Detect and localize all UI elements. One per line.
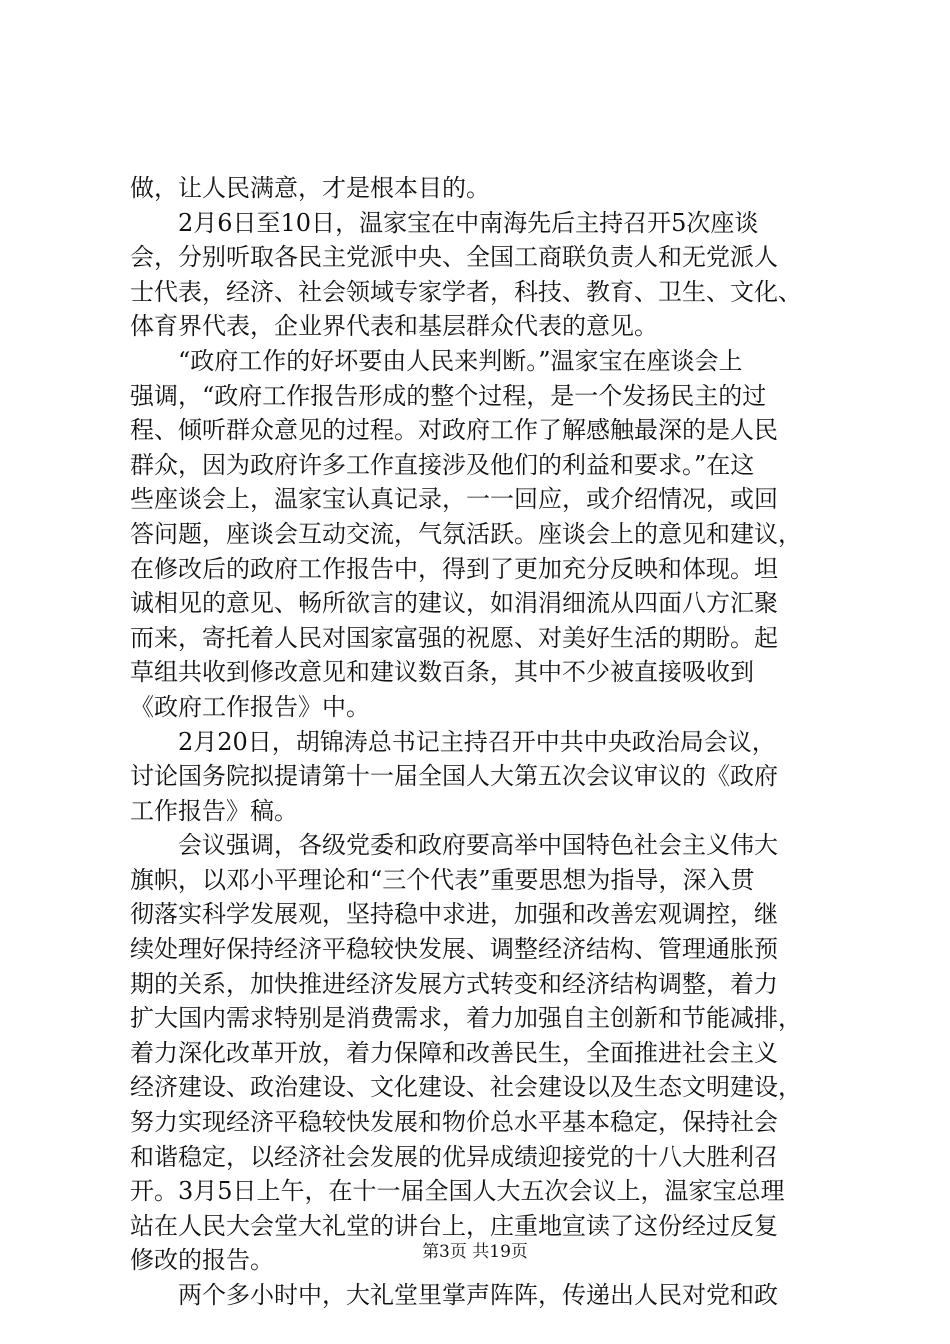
text-line: 续处理好保持经济平稳较快发展、调整经济结构、管理通胀预 [130, 935, 778, 964]
text-line: 做，让人民满意，才是根本目的。 [130, 174, 490, 202]
text-line: 些座谈会上，温家宝认真记录，一一回应，或介绍情况，或回 [130, 485, 778, 514]
text-line: 和谐稳定，以经济社会发展的优异成绩迎接党的十八大胜利召 [130, 1142, 778, 1171]
text-line: 强调，“政府工作报告形成的整个过程，是一个发扬民主的过 [130, 381, 767, 410]
text-line: 期的关系，加快推进经济发展方式转变和经济结构调整，着力 [130, 969, 778, 998]
text-line: “政府工作的好坏要由人民来判断。”温家宝在座谈会上 [130, 346, 743, 375]
text-line: 草组共收到修改意见和建议数百条，其中不少被直接吸收到 [130, 658, 754, 687]
text-line: 士代表，经济、社会领域专家学者，科技、教育、卫生、文化、 [130, 277, 802, 306]
text-line: 在修改后的政府工作报告中，得到了更加充分反映和体现。坦 [130, 554, 778, 583]
text-line: 《政府工作报告》中。 [130, 692, 370, 721]
text-line: 而来，寄托着人民对国家富强的祝愿、对美好生活的期盼。起 [130, 623, 778, 652]
text-line: 工作报告》稿。 [130, 796, 298, 825]
text-line: 着力深化改革开放，着力保障和改善民生，全面推进社会主义 [130, 1038, 778, 1067]
text-line: 2月20日，胡锦涛总书记主持召开中共中央政治局会议， [130, 727, 776, 756]
text-line: 努力实现经济平稳较快发展和物价总水平基本稳定，保持社会 [130, 1108, 778, 1137]
text-line: 群众，因为政府许多工作直接涉及他们的利益和要求。”在这 [130, 450, 755, 479]
text-line: 会，分别听取各民主党派中央、全国工商联负责人和无党派人 [130, 243, 778, 272]
text-line: 修改的报告。 [130, 1246, 274, 1275]
text-line: 答问题，座谈会互动交流，气氛活跃。座谈会上的意见和建议， [130, 519, 802, 548]
text-line: 开。3月5日上午，在十一届全国人大五次会议上，温家宝总理 [130, 1177, 785, 1206]
document-body [130, 171, 850, 1313]
text-line: 体育界代表，企业界代表和基层群众代表的意见。 [130, 312, 658, 341]
text-line: 2月6日至10日，温家宝在中南海先后主持召开5次座谈 [130, 208, 759, 237]
text-line: 彻落实科学发展观，坚持稳中求进，加强和改善宏观调控，继 [130, 900, 778, 929]
text-line: 会议强调，各级党委和政府要高举中国特色社会主义伟大 [130, 831, 778, 860]
text-line: 程、倾听群众意见的过程。对政府工作了解感触最深的是人民 [130, 416, 778, 445]
text-line: 诚相见的意见、畅所欲言的建议，如涓涓细流从四面八方汇聚 [130, 589, 778, 618]
text-line: 经济建设、政治建设、文化建设、社会建设以及生态文明建设， [130, 1073, 802, 1102]
text-line: 两个多小时中，大礼堂里掌声阵阵，传递出人民对党和政 [130, 1281, 778, 1309]
text-line: 扩大国内需求特别是消费需求，着力加强自主创新和节能减排， [130, 1004, 802, 1033]
text-line: 讨论国务院拟提请第十一届全国人大第五次会议审议的《政府 [130, 762, 778, 791]
page-number-footer: 第3页 共19页 [422, 1242, 528, 1262]
text-line: 站在人民大会堂大礼堂的讲台上，庄重地宣读了这份经过反复 [130, 1211, 778, 1240]
text-line: 旗帜，以邓小平理论和“三个代表”重要思想为指导，深入贯 [130, 865, 755, 894]
